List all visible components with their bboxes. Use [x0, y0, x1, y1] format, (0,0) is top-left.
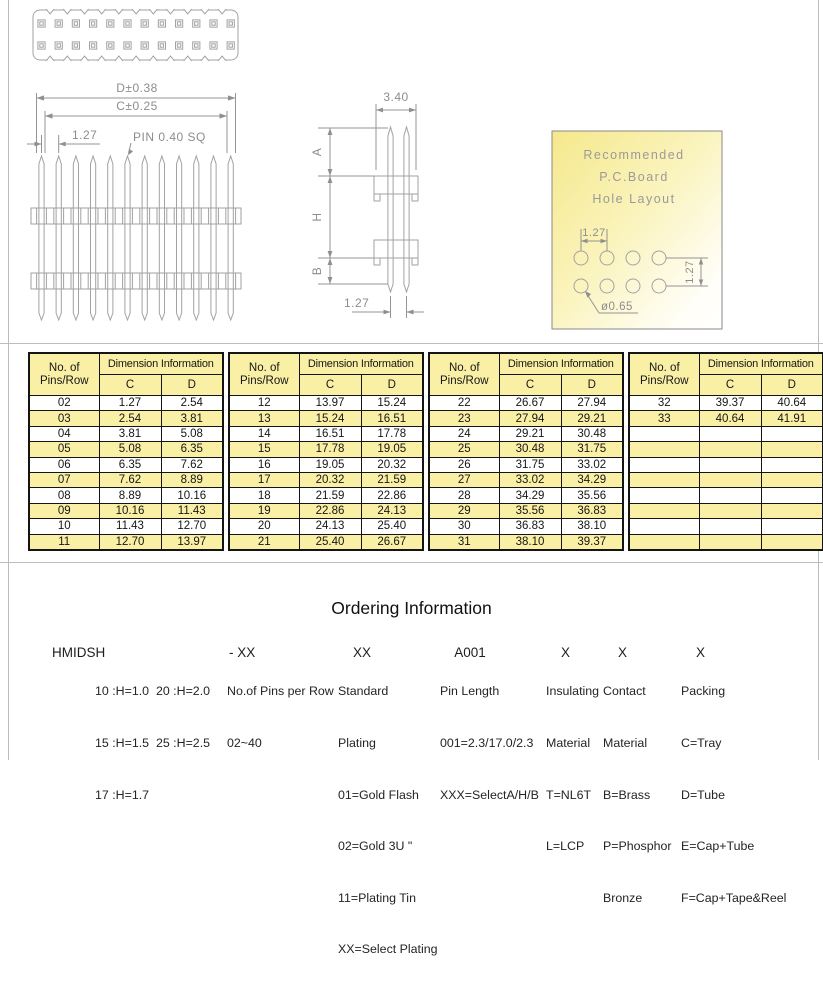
dim-front-pitch — [27, 128, 100, 153]
col-header-c: C — [99, 375, 161, 396]
col-header-d: D — [761, 375, 823, 396]
cell-dim-c: 40.64 — [699, 411, 761, 426]
cell-dim-c: 19.05 — [299, 457, 361, 472]
cell-pins-per-row: 05 — [29, 442, 99, 457]
series-options — [95, 649, 210, 838]
table-row — [429, 519, 623, 534]
option-line: 17 :H=1.7 — [95, 787, 150, 802]
cell-dim-d: 16.51 — [361, 411, 423, 426]
cell-pins-per-row: 27 — [429, 472, 499, 487]
option-line: Standard — [338, 684, 389, 699]
cell-dim-d — [761, 534, 823, 550]
packing-options — [681, 649, 786, 941]
cell-dim-d: 20.32 — [361, 457, 423, 472]
pcb-title-line3: Hole Layout — [592, 192, 676, 206]
cell-dim-d: 21.59 — [361, 472, 423, 487]
cell-dim-c: 31.75 — [499, 457, 561, 472]
ordering-segment-plating — [338, 630, 438, 957]
cell-pins-per-row — [629, 442, 699, 457]
table-row — [629, 519, 823, 534]
ordering-section — [0, 562, 823, 957]
cell-dim-c: 36.83 — [499, 519, 561, 534]
col-header-d: D — [361, 375, 423, 396]
pcb-title-line2: P.C.Board — [599, 170, 669, 184]
option-line: Insulating — [546, 684, 600, 699]
dim-h-label: H — [310, 212, 324, 222]
table-row — [29, 488, 223, 503]
option-line: 11=Plating Tin — [338, 890, 416, 905]
col-header-dimension-info: Dimension Information — [499, 353, 623, 375]
cell-pins-per-row: 19 — [229, 503, 299, 518]
cell-dim-d: 26.67 — [361, 534, 423, 550]
cell-pins-per-row: 32 — [629, 396, 699, 411]
cell-pins-per-row — [629, 457, 699, 472]
plating-options — [338, 649, 438, 993]
cell-pins-per-row: 10 — [29, 519, 99, 534]
cell-pins-per-row: 21 — [229, 534, 299, 550]
ordering-segment-packing — [681, 630, 787, 905]
front-pin — [108, 156, 113, 320]
cell-dim-c: 1.27 — [99, 396, 161, 411]
option-line: E=Cap+Tube — [681, 839, 755, 854]
col-header-pins-per-row: No. of Pins/Row — [229, 353, 299, 396]
col-header-d: D — [161, 375, 223, 396]
cell-dim-c: 21.59 — [299, 488, 361, 503]
table-row — [29, 519, 223, 534]
table-row — [29, 457, 223, 472]
dim-a-label: A — [310, 147, 324, 157]
front-pin — [73, 156, 78, 320]
table-row — [429, 472, 623, 487]
front-pin — [211, 156, 216, 320]
dim-c-label: C±0.25 — [116, 99, 158, 113]
technical-drawing — [0, 0, 823, 345]
cell-dim-c: 12.70 — [99, 534, 161, 550]
cell-pins-per-row: 24 — [429, 426, 499, 441]
dimension-table-block — [28, 352, 224, 551]
cell-pins-per-row: 28 — [429, 488, 499, 503]
pin-length-code: A001 — [454, 645, 486, 660]
option-line: XX=Select Plating — [338, 942, 438, 957]
table-row — [29, 534, 223, 550]
table-row — [629, 411, 823, 426]
cell-pins-per-row — [629, 472, 699, 487]
cell-pins-per-row: 16 — [229, 457, 299, 472]
cell-dim-c — [699, 426, 761, 441]
dim-b-label: B — [310, 266, 324, 276]
cell-dim-d: 27.94 — [561, 396, 623, 411]
col-header-c: C — [699, 375, 761, 396]
col-header-pins-per-row: No. of Pins/Row — [429, 353, 499, 396]
cell-dim-c: 13.97 — [299, 396, 361, 411]
cell-pins-per-row: 13 — [229, 411, 299, 426]
series-code: HMIDSH — [52, 645, 106, 660]
col-header-dimension-info: Dimension Information — [699, 353, 823, 375]
table-row — [229, 411, 423, 426]
dimension-table-block — [628, 352, 823, 551]
connector-front-view — [27, 81, 241, 320]
cell-dim-d — [761, 503, 823, 518]
cell-dim-c — [699, 519, 761, 534]
option-line: C=Tray — [681, 736, 722, 751]
front-pin — [56, 156, 61, 320]
cell-pins-per-row: 03 — [29, 411, 99, 426]
option-line: D=Tube — [681, 787, 725, 802]
cell-dim-c: 39.37 — [699, 396, 761, 411]
front-pin — [142, 156, 147, 320]
plating-code: XX — [353, 645, 372, 660]
side-pin — [404, 127, 409, 292]
front-pin — [125, 156, 130, 320]
ordering-segment-pin-count — [214, 630, 334, 751]
cell-dim-c: 29.21 — [499, 426, 561, 441]
insulator-bar-lines — [37, 208, 236, 289]
table-row — [429, 457, 623, 472]
cell-dim-d — [761, 426, 823, 441]
col-header-c: C — [499, 375, 561, 396]
option-line: Plating — [338, 736, 376, 751]
table-row — [229, 488, 423, 503]
table-row — [429, 503, 623, 518]
cell-dim-c: 3.81 — [99, 426, 161, 441]
front-pin — [91, 156, 96, 320]
option-line: Material — [603, 736, 648, 751]
connector-top-view — [33, 9, 238, 61]
dim-front-pitch-label: 1.27 — [72, 128, 98, 142]
ordering-title: Ordering Information — [331, 598, 492, 618]
cell-dim-d: 19.05 — [361, 442, 423, 457]
dimension-table-block — [428, 352, 624, 551]
cell-pins-per-row: 08 — [29, 488, 99, 503]
cell-pins-per-row: 22 — [429, 396, 499, 411]
cell-dim-c: 25.40 — [299, 534, 361, 550]
dim-pcb-pitch-h-label: 1.27 — [582, 227, 606, 239]
cell-dim-d: 13.97 — [161, 534, 223, 550]
cell-dim-c: 27.94 — [499, 411, 561, 426]
table-row — [429, 534, 623, 550]
cell-dim-d: 2.54 — [161, 396, 223, 411]
cell-dim-d: 8.89 — [161, 472, 223, 487]
option-line: B=Brass — [603, 787, 651, 802]
pin-note — [128, 130, 206, 156]
table-row — [429, 442, 623, 457]
option-line: Packing — [681, 684, 726, 699]
cell-dim-c: 20.32 — [299, 472, 361, 487]
cell-dim-d: 25.40 — [361, 519, 423, 534]
table-row — [629, 442, 823, 457]
table-row — [429, 396, 623, 411]
cell-dim-d: 31.75 — [561, 442, 623, 457]
table-row — [229, 457, 423, 472]
front-pin — [194, 156, 199, 320]
cell-dim-c: 34.29 — [499, 488, 561, 503]
cell-dim-c: 16.51 — [299, 426, 361, 441]
cell-pins-per-row: 20 — [229, 519, 299, 534]
table-row — [229, 426, 423, 441]
cell-pins-per-row — [629, 519, 699, 534]
dim-side-width-label: 3.40 — [383, 90, 409, 104]
option-line: Pin Length — [440, 684, 500, 699]
insulating-code: X — [561, 645, 571, 660]
pin-length-options — [440, 649, 539, 838]
col-header-dimension-info: Dimension Information — [99, 353, 223, 375]
cell-dim-d: 24.13 — [361, 503, 423, 518]
connector-side-view — [310, 90, 424, 318]
dim-side-width — [376, 90, 416, 170]
front-pin — [39, 156, 44, 320]
cell-dim-c: 11.43 — [99, 519, 161, 534]
cell-dim-d: 29.21 — [561, 411, 623, 426]
cell-dim-c: 10.16 — [99, 503, 161, 518]
cell-dim-d: 10.16 — [161, 488, 223, 503]
side-view-pins — [388, 127, 409, 292]
insulating-options — [546, 649, 599, 890]
dim-side-pitch-label: 1.27 — [344, 296, 370, 310]
cell-dim-d: 11.43 — [161, 503, 223, 518]
front-pin — [159, 156, 164, 320]
cell-dim-d — [761, 472, 823, 487]
cell-dim-d: 36.83 — [561, 503, 623, 518]
cell-dim-d: 3.81 — [161, 411, 223, 426]
table-row — [229, 442, 423, 457]
table-row — [229, 534, 423, 550]
cell-pins-per-row: 18 — [229, 488, 299, 503]
cell-dim-d: 41.91 — [761, 411, 823, 426]
cell-dim-c: 17.78 — [299, 442, 361, 457]
table-row — [629, 396, 823, 411]
table-row — [29, 396, 223, 411]
pin-count-code: - XX — [229, 645, 256, 660]
cell-dim-c: 33.02 — [499, 472, 561, 487]
option-line: 01=Gold Flash — [338, 787, 419, 802]
cell-pins-per-row: 04 — [29, 426, 99, 441]
table-row — [429, 426, 623, 441]
ordering-segment-series — [37, 630, 211, 802]
cell-pins-per-row: 12 — [229, 396, 299, 411]
cell-pins-per-row: 30 — [429, 519, 499, 534]
ordering-segment-insulating — [546, 630, 600, 854]
cell-dim-d: 39.37 — [561, 534, 623, 550]
col-header-pins-per-row: No. of Pins/Row — [29, 353, 99, 396]
table-row — [29, 442, 223, 457]
cell-dim-d: 33.02 — [561, 457, 623, 472]
table-row — [29, 426, 223, 441]
table-row — [629, 472, 823, 487]
option-line: Contact — [603, 684, 646, 699]
cell-pins-per-row: 25 — [429, 442, 499, 457]
cell-dim-c: 26.67 — [499, 396, 561, 411]
cell-dim-c: 5.08 — [99, 442, 161, 457]
option-line: P=Phosphor — [603, 839, 672, 854]
cell-dim-c — [699, 457, 761, 472]
cell-dim-c — [699, 488, 761, 503]
side-pin — [388, 127, 393, 292]
cell-pins-per-row: 31 — [429, 534, 499, 550]
table-row — [429, 411, 623, 426]
cell-dim-c: 8.89 — [99, 488, 161, 503]
dim-side-pitch — [344, 296, 424, 318]
dim-d-label: D±0.38 — [116, 81, 158, 95]
option-line: XXX=SelectA/H/B — [440, 787, 539, 802]
cell-dim-c: 30.48 — [499, 442, 561, 457]
dim-pcb-pitch-v-label: 1.27 — [684, 260, 696, 284]
cell-pins-per-row: 29 — [429, 503, 499, 518]
cell-pins-per-row: 11 — [29, 534, 99, 550]
contact-code: X — [618, 645, 628, 660]
cell-dim-c: 15.24 — [299, 411, 361, 426]
pcb-title-line1: Recommended — [583, 148, 685, 162]
cell-pins-per-row: 14 — [229, 426, 299, 441]
option-line: T=NL6T — [546, 787, 592, 802]
option-line: Bronze — [603, 890, 643, 905]
cell-dim-c: 7.62 — [99, 472, 161, 487]
front-pin — [177, 156, 182, 320]
cell-pins-per-row: 33 — [629, 411, 699, 426]
cell-pins-per-row — [629, 534, 699, 550]
table-row — [629, 534, 823, 550]
dim-hole-diameter-label: ø0.65 — [601, 301, 633, 313]
cell-dim-c — [699, 503, 761, 518]
table-row — [429, 488, 623, 503]
cell-dim-c: 38.10 — [499, 534, 561, 550]
cell-dim-d: 12.70 — [161, 519, 223, 534]
cell-dim-d: 35.56 — [561, 488, 623, 503]
cell-pins-per-row — [629, 426, 699, 441]
front-pin — [228, 156, 233, 320]
option-line: Material — [546, 736, 591, 751]
table-row — [229, 519, 423, 534]
cell-dim-d — [761, 488, 823, 503]
cell-dim-d: 40.64 — [761, 396, 823, 411]
cell-dim-d — [761, 519, 823, 534]
col-header-d: D — [561, 375, 623, 396]
option-line: 15 :H=1.5 25 :H=2.5 — [95, 736, 211, 751]
cell-dim-c — [699, 472, 761, 487]
cell-pins-per-row: 07 — [29, 472, 99, 487]
cell-dim-d: 34.29 — [561, 472, 623, 487]
cell-dim-d: 38.10 — [561, 519, 623, 534]
cell-dim-d: 7.62 — [161, 457, 223, 472]
ordering-segment-pin-length — [440, 630, 539, 802]
dimension-table-block — [228, 352, 424, 551]
cell-dim-c — [699, 442, 761, 457]
contact-options — [603, 649, 672, 941]
cell-dim-d: 5.08 — [161, 426, 223, 441]
cell-pins-per-row: 23 — [429, 411, 499, 426]
pin-note-label: PIN 0.40 SQ — [133, 130, 206, 144]
cell-dim-d — [761, 442, 823, 457]
option-line: F=Cap+Tape&Reel — [681, 890, 787, 905]
table-row — [229, 503, 423, 518]
dim-c — [45, 99, 227, 153]
table-row — [629, 503, 823, 518]
cell-dim-d: 22.86 — [361, 488, 423, 503]
cell-pins-per-row: 15 — [229, 442, 299, 457]
option-line: No.of Pins per Row — [227, 684, 334, 699]
cell-dim-d: 30.48 — [561, 426, 623, 441]
cell-dim-c — [699, 534, 761, 550]
option-line: 02=Gold 3U " — [338, 839, 413, 854]
cell-dim-c: 22.86 — [299, 503, 361, 518]
cell-dim-d: 15.24 — [361, 396, 423, 411]
packing-code: X — [696, 645, 706, 660]
table-row — [229, 472, 423, 487]
dimension-table-section — [28, 352, 817, 551]
table-row — [629, 457, 823, 472]
pin-count-options — [227, 649, 334, 787]
cell-dim-c: 2.54 — [99, 411, 161, 426]
cell-dim-c: 24.13 — [299, 519, 361, 534]
col-header-c: C — [299, 375, 361, 396]
pcb-hole-layout — [552, 131, 722, 329]
cell-dim-d: 6.35 — [161, 442, 223, 457]
cell-pins-per-row: 26 — [429, 457, 499, 472]
col-header-dimension-info: Dimension Information — [299, 353, 423, 375]
option-line: 10 :H=1.0 20 :H=2.0 — [95, 684, 211, 699]
cell-pins-per-row: 09 — [29, 503, 99, 518]
cell-dim-d — [761, 457, 823, 472]
cell-dim-d: 17.78 — [361, 426, 423, 441]
ordering-segment-contact — [603, 630, 672, 905]
table-row — [229, 396, 423, 411]
table-row — [629, 488, 823, 503]
table-row — [29, 411, 223, 426]
cell-dim-c: 35.56 — [499, 503, 561, 518]
option-line: 02~40 — [227, 736, 262, 751]
cell-pins-per-row — [629, 503, 699, 518]
front-view-pins — [39, 156, 233, 320]
table-row — [629, 426, 823, 441]
col-header-pins-per-row: No. of Pins/Row — [629, 353, 699, 396]
table-row — [29, 472, 223, 487]
option-line: L=LCP — [546, 839, 585, 854]
cell-pins-per-row: 17 — [229, 472, 299, 487]
cell-dim-c: 6.35 — [99, 457, 161, 472]
table-row — [29, 503, 223, 518]
cell-pins-per-row: 02 — [29, 396, 99, 411]
cell-pins-per-row — [629, 488, 699, 503]
option-line: 001=2.3/17.0/2.3 — [440, 736, 534, 751]
cell-pins-per-row: 06 — [29, 457, 99, 472]
